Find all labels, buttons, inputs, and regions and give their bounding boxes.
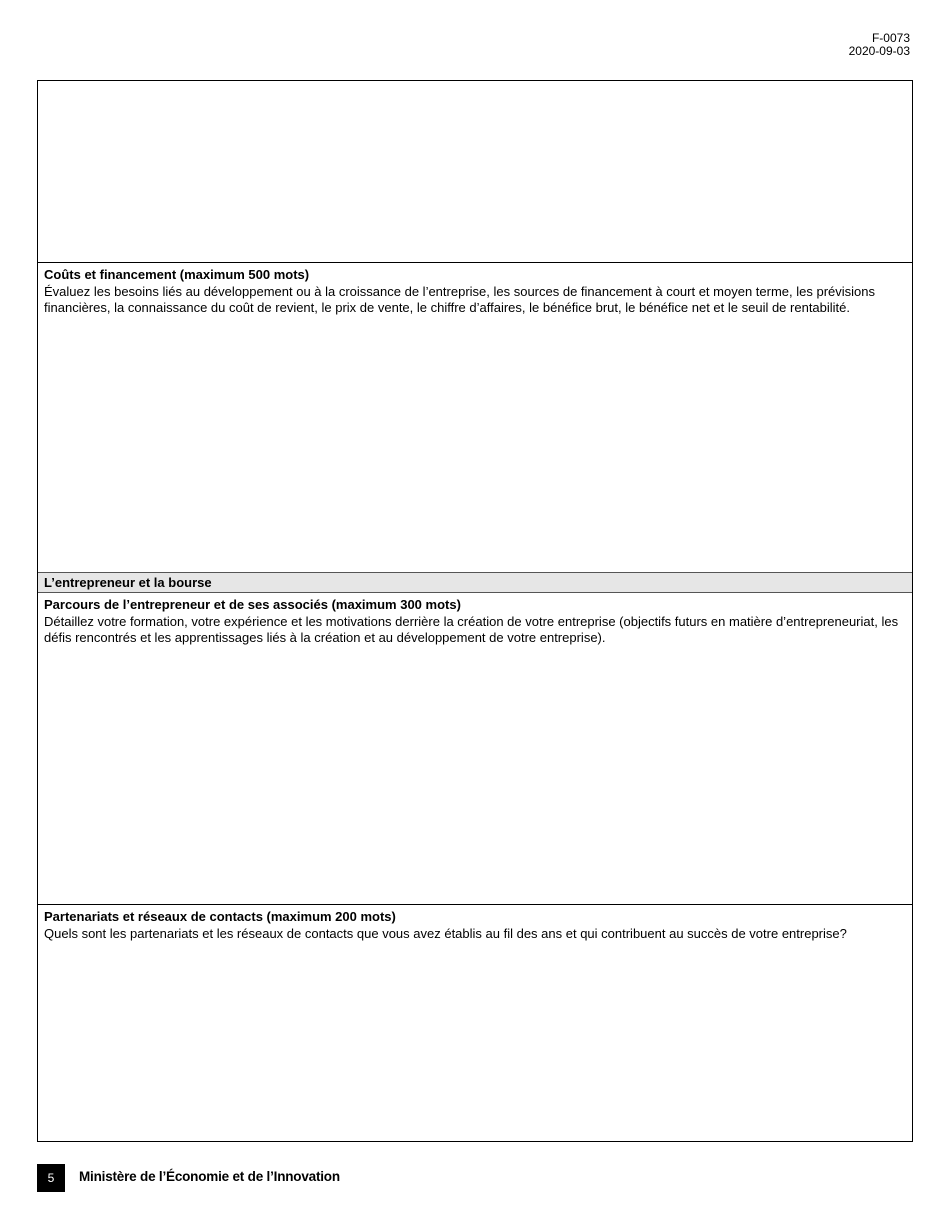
section-heading: Partenariats et réseaux de contacts (maximum 200 mots): [44, 909, 396, 924]
section-partenariats-reseaux[interactable]: [38, 904, 912, 1141]
section-parcours-entrepreneur[interactable]: [38, 593, 912, 904]
ministry-name: Ministère de l’Économie et de l’Innovation: [79, 1169, 340, 1184]
section-band-title: L’entrepreneur et la bourse: [38, 572, 912, 593]
form-date: 2020-09-03: [848, 44, 910, 58]
section-description: Détaillez votre formation, votre expérience et les motivations derrière la création de votre entreprise (objectifs futurs en matière d’entrepreneuriat, les défis rencontrés et les apprentissages liés à la création et au développement de votre entreprise).: [44, 613, 899, 646]
form-identifier: [849, 32, 910, 58]
section-heading: Parcours de l’entrepreneur et de ses associés (maximum 300 mots): [44, 597, 461, 612]
section-description: Évaluez les besoins liés au développement ou à la croissance de l’entreprise, les sources de financement à court et moyen terme, les prévisions financières, la connaissance du coût de revient, le prix de vente, le chiffre d’affaires, le bénéfice brut, le bénéfice net et le seuil de rentabilité.: [44, 283, 875, 316]
previous-answer-area[interactable]: [38, 81, 912, 262]
section-heading: Coûts et financement (maximum 500 mots): [44, 267, 310, 282]
section-couts-financement[interactable]: [38, 262, 912, 572]
form-number: F-0073: [871, 31, 910, 45]
section-description: Quels sont les partenariats et les réseaux de contacts que vous avez établis au fil des ans et qui contribuent au succès de votre entreprise?: [44, 925, 847, 941]
form-frame: [37, 80, 913, 1142]
page-number-badge: 5: [37, 1164, 65, 1192]
